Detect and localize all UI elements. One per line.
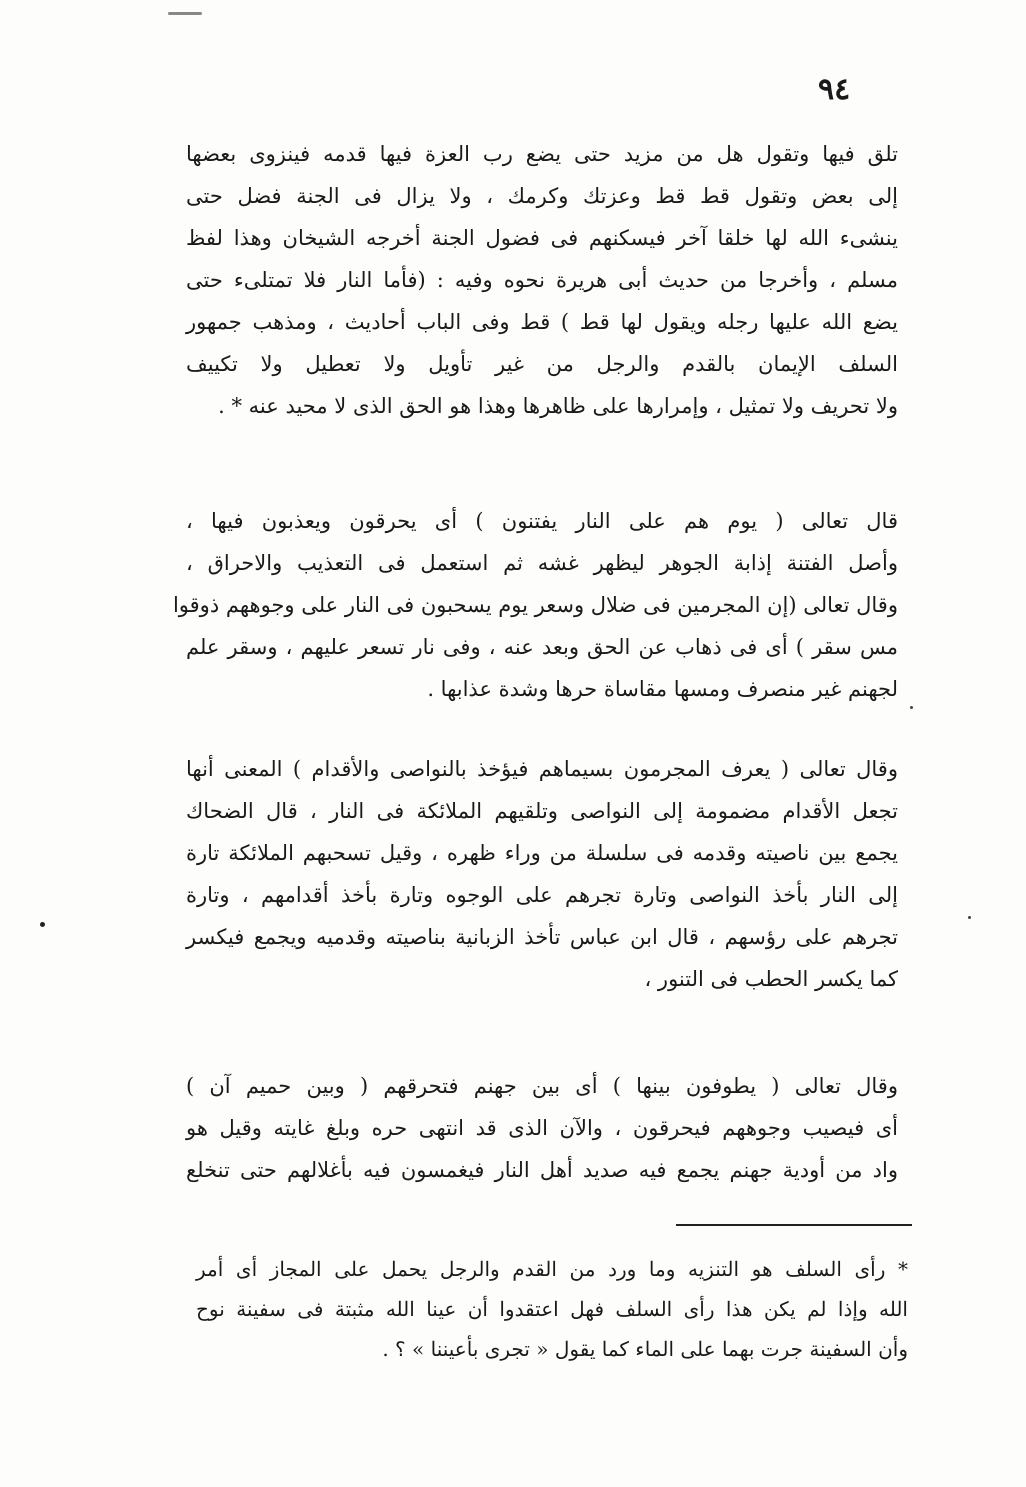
text-line: ولا تحريف ولا تمثيل ، وإمرارها على ظاهرها وهذا هو الحق الذى لا محيد عنه * . [218,394,898,418]
text-line: يضع الله عليها رجله ويقول لها قط ) قط وفى الباب أحاديث ، ومذهب جمهور [186,310,898,334]
text-line: وأصل الفتنة إذابة الجوهر ليظهر غشه ثم استعمل فى التعذيب والاحراق ، [186,551,898,575]
text-line: لجهنم غير منصرف ومسها مقاساة حرها وشدة عذابها . [427,677,898,701]
footnote-line: * رأى السلف هو التنزيه وما ورد من القدم والرجل يحمل على المجاز أى أمر [196,1257,908,1281]
text-line: قال تعالى ( يوم هم على النار يفتنون ) أى يحرقون ويعذبون فيها ، [186,509,898,533]
text-line: إلى بعض وتقول قط قط وعزتك وكرمك ، ولا يزال فى الجنة فضل حتى [186,184,898,208]
paragraph-2 [172,500,898,710]
text-line: تجرهم على رؤسهم ، قال ابن عباس تأخذ الزبانية بناصيته وقدميه ويجمع فيكسر [186,925,898,949]
text-line: مس سقر ) أى فى ذهاب عن الحق وبعد عنه ، وفى نار تسعر عليهم ، وسقر علم [186,635,898,659]
page-number: ٩٤ [818,72,851,107]
text-line: يجمع بين ناصيته وقدمه فى سلسلة من وراء ظهره ، وقيل تسحبهم الملائكة تارة [186,841,898,865]
margin-speck [968,916,971,919]
text-line: أى فيصيب وجوههم فيحرقون ، والآن الذى قد انتهى حره وبلغ غايته وقيل هو [186,1116,898,1140]
text-line: وقال تعالى (إن المجرمين فى ضلال وسعر يوم يسحبون فى النار على وجوههم ذوقوا [172,593,898,617]
margin-dot [40,922,45,927]
paragraph-1 [186,133,898,427]
margin-speck [910,706,913,709]
text-line: تلق فيها وتقول هل من مزيد حتى يضع رب العزة فيها قدمه فينزوى بعضها [186,142,898,166]
footnote-divider [676,1224,912,1226]
text-line: مسلم ، وأخرجا من حديث أبى هريرة نحوه وفيه : (فأما النار فلا تمتلىء حتى [186,268,898,292]
footnote-line: وأن السفينة جرت بهما على الماء كما يقول « تجرى بأعيننا » ؟ . [382,1337,908,1361]
text-line: تجعل الأقدام مضمومة إلى النواصى وتلقيهم الملائكة فى النار ، قال الضحاك [186,799,898,823]
footnote [196,1249,908,1369]
footnote-line: الله وإذا لم يكن هذا رأى السلف فهل اعتقدوا أن عينا الله مثبتة فى سفينة نوح [196,1297,908,1321]
text-line: السلف الإيمان بالقدم والرجل من غير تأويل ولا تعطيل ولا تكييف [186,352,898,376]
text-line: وقال تعالى ( يطوفون بينها ) أى بين جهنم فتحرقهم ( وبين حميم آن ) [186,1074,898,1098]
text-line: ينشىء الله لها خلقا آخر فيسكنهم فى فضول الجنة أخرجه الشيخان وهذا لفظ [186,226,898,250]
scan-artifact [168,12,202,15]
text-line: واد من أودية جهنم يجمع فيه صديد أهل النار فيغمسون فيه بأغلالهم حتى تنخلع [186,1158,898,1182]
paragraph-4 [186,1065,898,1191]
text-line: كما يكسر الحطب فى التنور ، [644,967,898,991]
text-line: إلى النار بأخذ النواصى وتارة تجرهم على الوجوه وتارة بأخذ أقدامهم ، وتارة [186,883,898,907]
paragraph-3 [186,748,898,1000]
text-line: وقال تعالى ( يعرف المجرمون بسيماهم فيؤخذ بالنواصى والأقدام ) المعنى أنها [186,757,898,781]
